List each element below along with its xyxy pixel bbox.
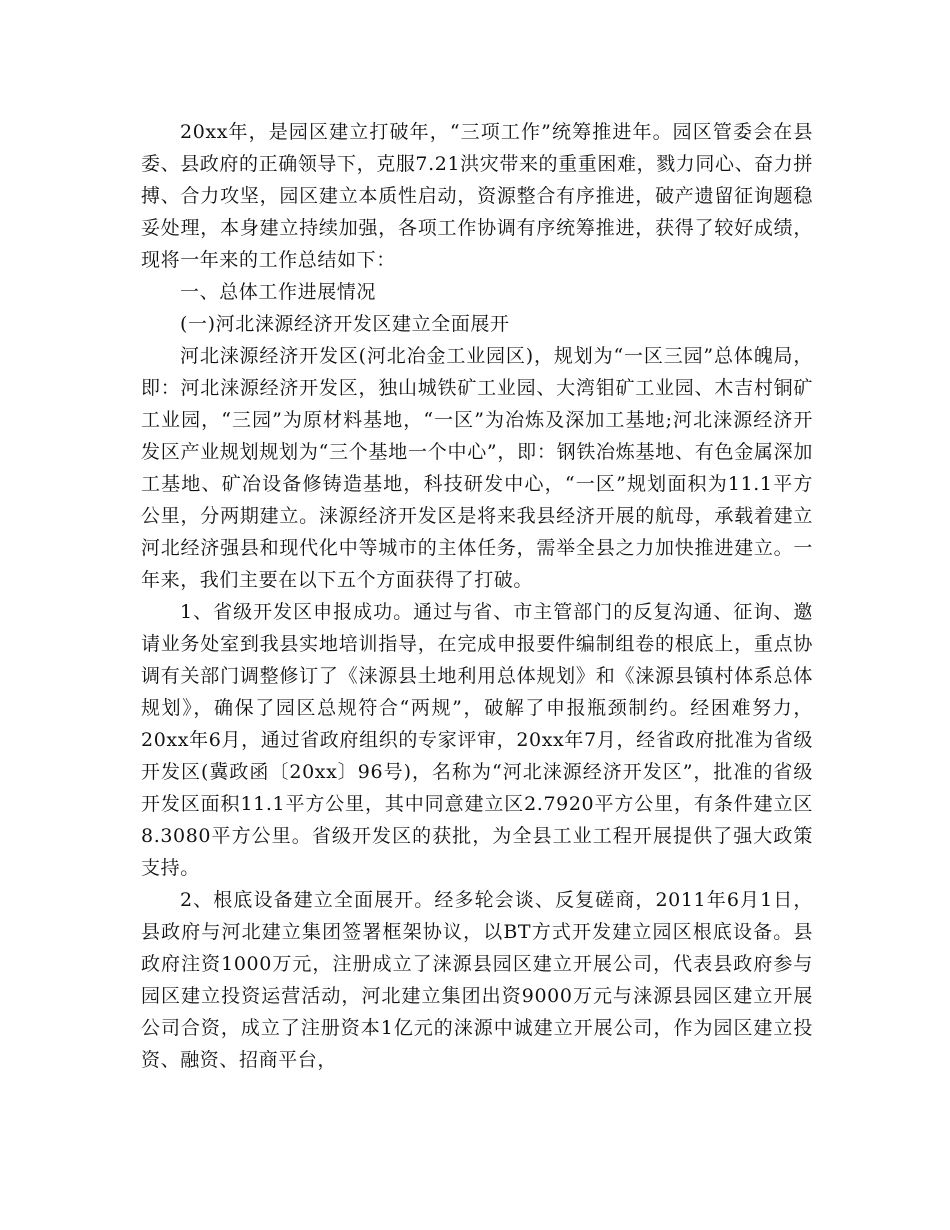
document-body <box>141 116 813 1076</box>
subsection-heading: (一)河北涞源经济开发区建立全面展开 <box>180 313 510 335</box>
item-2-paragraph: 2、根底设备建立全面展开。经多轮会谈、反复磋商，2011年6月1日，县政府与河北建立集团签署框架协议，以BT方式开发建立园区根底设备。县政府注资1000万元，注册成立了涞源县园区建立开展公司，代表县政府参与园区建立投资运营活动，河北建立集团出资9000万元与涞源县园区建立开展公司合资，成立了注册资本1亿元的涞源中诚建立开展公司，作为园区建立投资、融资、招商平台， <box>141 889 813 1071</box>
overview-paragraph: 河北涞源经济开发区(河北冶金工业园区)，规划为“一区三园”总体魄局，即：河北涞源经济开发区，独山城铁矿工业园、大湾钼矿工业园、木吉村铜矿工业园，“三园”为原材料基地，“一区”为冶炼及深加工基地;河北涞源经济开发区产业规划规划为“三个基地一个中心”，即：钢铁冶炼基地、有色金属深加工基地、矿冶设备修铸造基地，科技研发中心，“一区”规划面积为11.1平方公里，分两期建立。涞源经济开发区是将来我县经济开展的航母，承载着建立河北经济强县和现代化中等城市的主体任务，需举全县之力加快推进建立。一年来，我们主要在以下五个方面获得了打破。 <box>141 345 813 591</box>
section-heading: 一、总体工作进展情况 <box>180 281 377 303</box>
intro-paragraph: 20xx年，是园区建立打破年，“三项工作”统筹推进年。园区管委会在县委、县政府的正确领导下，克服7.21洪灾带来的重重困难，戮力同心、奋力拼搏、合力攻坚，园区建立本质性启动，资源整合有序推进，破产遗留征询题稳妥处理，本身建立持续加强，各项工作协调有序统筹推进，获得了较好成绩，现将一年来的工作总结如下： <box>141 121 813 271</box>
item-1-paragraph: 1、省级开发区申报成功。通过与省、市主管部门的反复沟通、征询、邀请业务处室到我县实地培训指导，在完成申报要件编制组卷的根底上，重点协调有关部门调整修订了《涞源县土地利用总体规划》和《涞源县镇村体系总体规划》，确保了园区总规符合“两规”，破解了申报瓶颈制约。经困难努力，20xx年6月，通过省政府组织的专家评审，20xx年7月，经省政府批准为省级开发区(冀政函〔20xx〕96号)，名称为“河北涞源经济开发区”，批准的省级开发区面积11.1平方公里，其中同意建立区2.7920平方公里，有条件建立区8.3080平方公里。省级开发区的获批，为全县工业工程开展提供了强大政策支持。 <box>141 601 813 879</box>
